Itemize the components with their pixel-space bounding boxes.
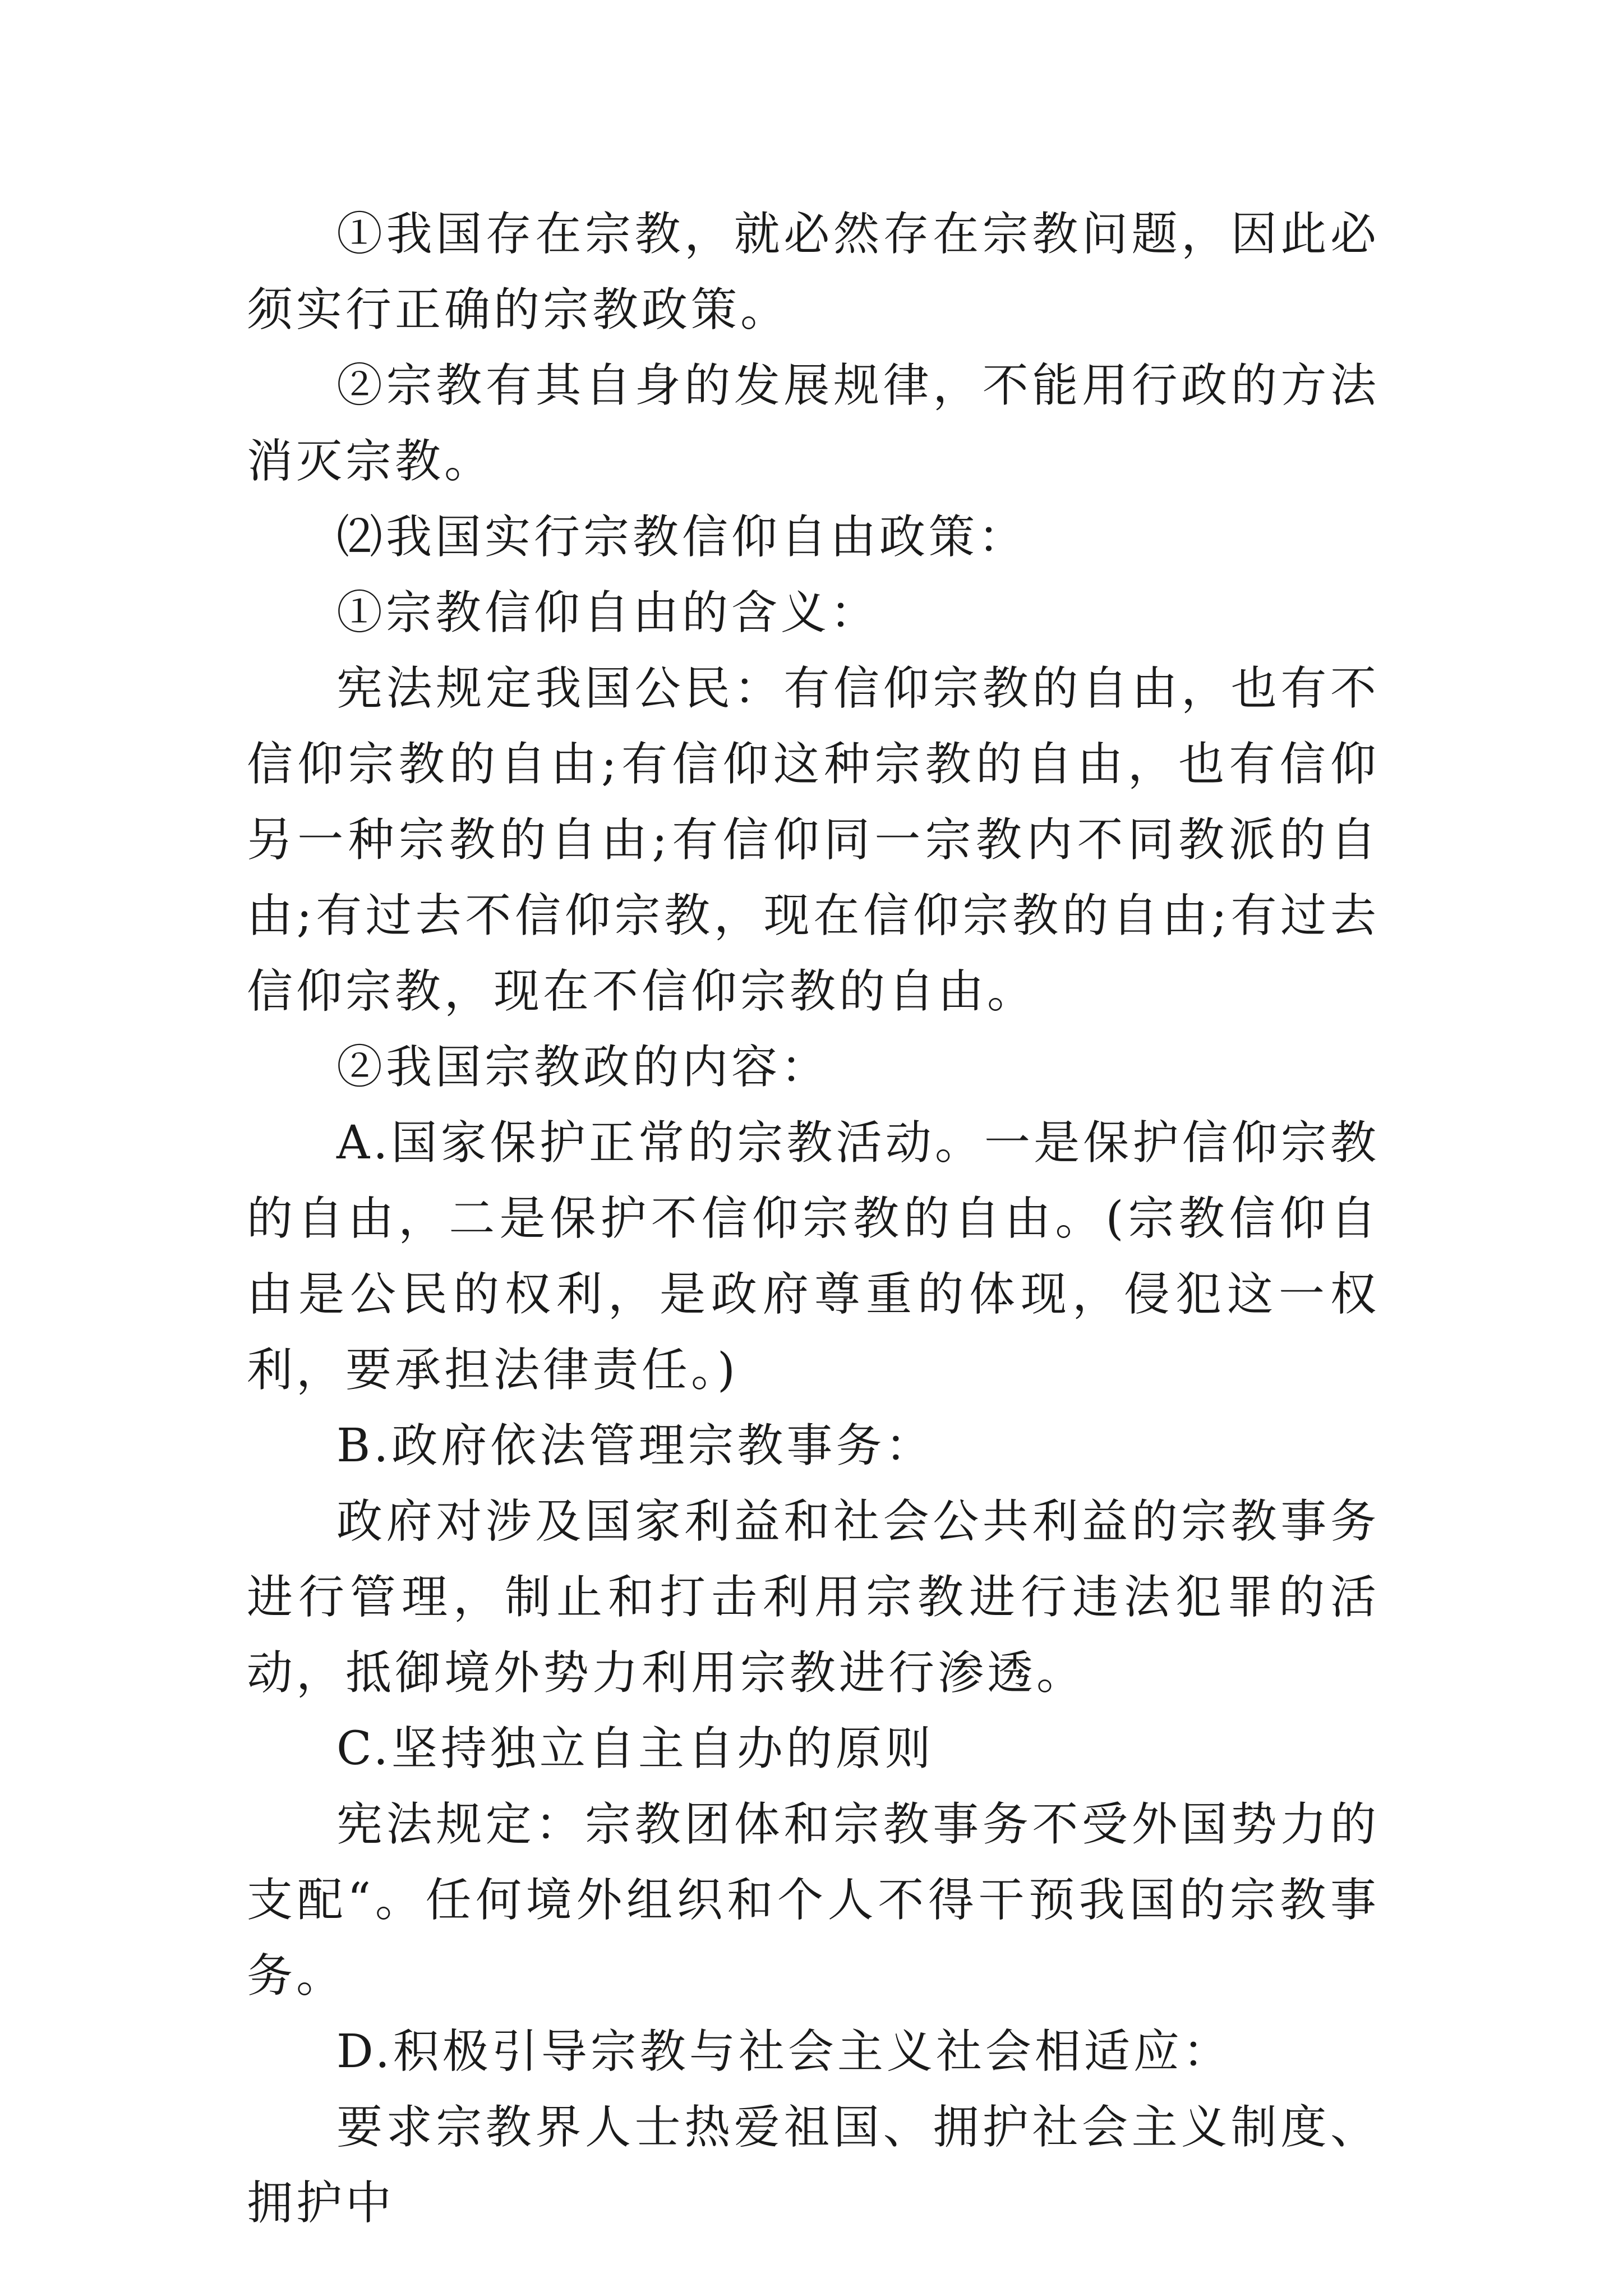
paragraph-12: D.积极引导宗教与社会主义社会相适应： [336,2025,1232,2078]
paragraph-1: ①我国存在宗教，就必然存在宗教问题，因此必须实行正确的宗教政策。 [247,208,1380,337]
paragraph-11: 宪法规定：宗教团体和宗教事务不受外国势力的支配“。任何境外组织和个人不得干预我国的宗教事务。 [247,1798,1380,2003]
paragraph-13: 要求宗教界人士热爱祖国、拥护社会主义制度、拥护中 [247,2101,1380,2230]
paragraph-3: ⑵我国实行宗教信仰自由政策： [336,510,1028,564]
paragraph-7: A.国家保护正常的宗教活动。一是保护信仰宗教的自由，二是保护不信仰宗教的自由。(宗教信仰自由是公民的权利，是政府尊重的体现，侵犯这一权利，要承担法律责任。) [247,1116,1380,1397]
paragraph-9: 政府对涉及国家利益和社会公共利益的宗教事务进行管理，制止和打击利用宗教进行违法犯罪的活动，抵御境外势力利用宗教进行渗透。 [247,1495,1380,1700]
paragraph-8: B.政府依法管理宗教事务： [336,1419,935,1473]
paragraph-10: C.坚持独立自主自办的原则 [336,1722,934,1775]
paragraph-5: 宪法规定我国公民：有信仰宗教的自由，也有不信仰宗教的自由;有信仰这种宗教的自由，也有信仰另一种宗教的自由;有信仰同一宗教内不同教派的自由;有过去不信仰宗教，现在信仰宗教的自由;有过去信仰宗教，现在不信仰宗教的自由。 [247,662,1380,1018]
document-body [247,196,1380,2241]
paragraph-4: ①宗教信仰自由的含义： [336,586,880,639]
paragraph-6: ②我国宗教政的内容： [336,1041,831,1094]
paragraph-2: ②宗教有其自身的发展规律，不能用行政的方法消灭宗教。 [247,359,1380,488]
